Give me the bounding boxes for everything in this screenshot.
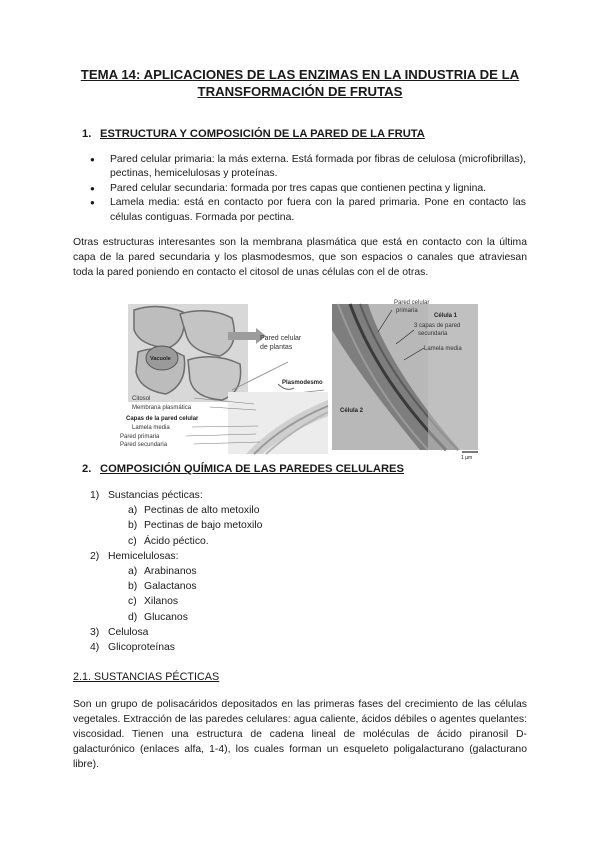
list-marker: a) — [128, 505, 138, 517]
section-2-heading — [82, 463, 404, 475]
cell-wall-figure — [120, 300, 480, 461]
list-label: Galactanos — [144, 581, 197, 593]
list-marker: 1) — [90, 490, 100, 501]
list-marker: c) — [128, 535, 137, 547]
label-membrana: Membrana plasmática — [132, 405, 192, 411]
list-item — [90, 625, 262, 640]
list-marker: a) — [128, 566, 138, 578]
list-label: Pectinas de alto metoxilo — [144, 505, 260, 517]
label-citosol: Citosol — [132, 396, 151, 402]
list-label: Ácido péctico. — [144, 535, 209, 547]
list-label: Xilanos — [144, 596, 179, 608]
section-1-paragraph: Otras estructuras interesantes son la membrana plasmática que está en contacto con la última capa de la pared secundaria y los plasmodesmos, que son espacios o canales que atraviesan toda la pared poniendo en contacto el citosol de unas células con el de otras. — [73, 237, 527, 278]
label-celula-2: Célula 2 — [340, 408, 364, 414]
label-capas: Capas de la pared celular — [126, 416, 199, 422]
page-title — [70, 66, 530, 100]
label-secundaria: Pared secundaria — [120, 442, 168, 448]
label-pared-primaria-2: primaria — [396, 308, 418, 314]
list-subitem — [90, 564, 262, 579]
list-marker: 3) — [90, 626, 100, 638]
list-label: Glicoproteínas — [108, 642, 175, 654]
list-label: Arabinanos — [144, 566, 197, 578]
label-capas-secundaria-1: 3 capas de pared — [414, 323, 461, 329]
list-marker: d) — [128, 611, 138, 623]
list-marker: b) — [128, 520, 138, 532]
label-pared-primaria-1: Pared celular — [394, 300, 430, 306]
bullet-item: ● Lamela media: está en contacto por fuera con la pared primaria. Pone en contacto las células contiguas. Formada por pectina. — [90, 196, 526, 225]
section-2-number: 2. — [82, 463, 92, 475]
section-1-number: 1. — [82, 128, 92, 140]
section-1-bullets — [90, 153, 526, 225]
list-item — [90, 488, 262, 503]
label-celula-1: Célula 1 — [434, 313, 458, 319]
section-2-1-paragraph: Son un grupo de polisacáridos depositados en las primeras fases del crecimiento de las células vegetales. Extracción de las paredes celulares: agua caliente, ácidos débiles o agentes quelantes: viscosidad. Tienen una estructura de cadena lineal de moléculas de ácido piranosil D-galacturónico (enlaces alfa, 1-4), los cuales forman un esqueleto poligalacturano (galacturano libre). — [73, 699, 527, 770]
section-2-list — [90, 488, 262, 655]
label-primaria: Pared primaria — [120, 434, 160, 440]
list-marker: 4) — [90, 642, 100, 654]
label-pared-celular-1: Pared celular — [260, 335, 302, 342]
list-item — [90, 640, 262, 655]
section-2-1-heading: 2.1. SUSTANCIAS PÉCTICAS — [73, 671, 220, 683]
section-1-heading-text: ESTRUCTURA Y COMPOSICIÓN DE LA PARED DE LA FRUTA — [100, 128, 425, 140]
label-vacuole: Vacuole — [150, 356, 171, 362]
list-subitem — [90, 594, 262, 609]
list-label: Glucanos — [144, 611, 188, 623]
list-item — [90, 549, 262, 564]
list-label: Celulosa — [108, 626, 149, 638]
list-label: Pectinas de bajo metoxilo — [144, 520, 263, 532]
list-subitem — [90, 534, 262, 549]
title-line-2: TRANSFORMACIÓN DE FRUTAS — [197, 84, 403, 99]
section-2-heading-text: COMPOSICIÓN QUÍMICA DE LAS PAREDES CELULARES — [100, 463, 404, 475]
label-lamela: Lamela media — [132, 425, 170, 431]
list-subitem — [90, 518, 262, 533]
list-label: Sustancias pécticas: — [108, 490, 203, 501]
title-line-1: TEMA 14: APLICACIONES DE LAS ENZIMAS EN LA INDUSTRIA DE LA — [80, 67, 520, 82]
list-subitem — [90, 579, 262, 594]
list-marker: b) — [128, 581, 138, 593]
label-pared-celular-2: de plantas — [260, 344, 293, 351]
label-scale: 1 µm — [461, 455, 473, 461]
label-capas-secundaria-2: secundaria — [418, 331, 448, 337]
label-lamela-media: Lamela media — [424, 346, 462, 352]
bullet-item: ● Pared celular primaria: la más externa. Está formada por fibras de celulosa (microfibrillas), pectinas, hemicelulosas y proteínas. — [90, 153, 526, 182]
list-subitem — [90, 503, 262, 518]
list-marker: 2) — [90, 550, 100, 562]
label-plasmodesmo: Plasmodesmo — [282, 380, 323, 386]
bullet-item: ● Pared celular secundaria: formada por tres capas que contienen pectina y lignina. — [90, 182, 526, 196]
list-subitem — [90, 610, 262, 625]
section-1-heading — [82, 128, 425, 140]
list-label: Hemicelulosas: — [108, 550, 179, 562]
list-marker: c) — [128, 596, 137, 608]
